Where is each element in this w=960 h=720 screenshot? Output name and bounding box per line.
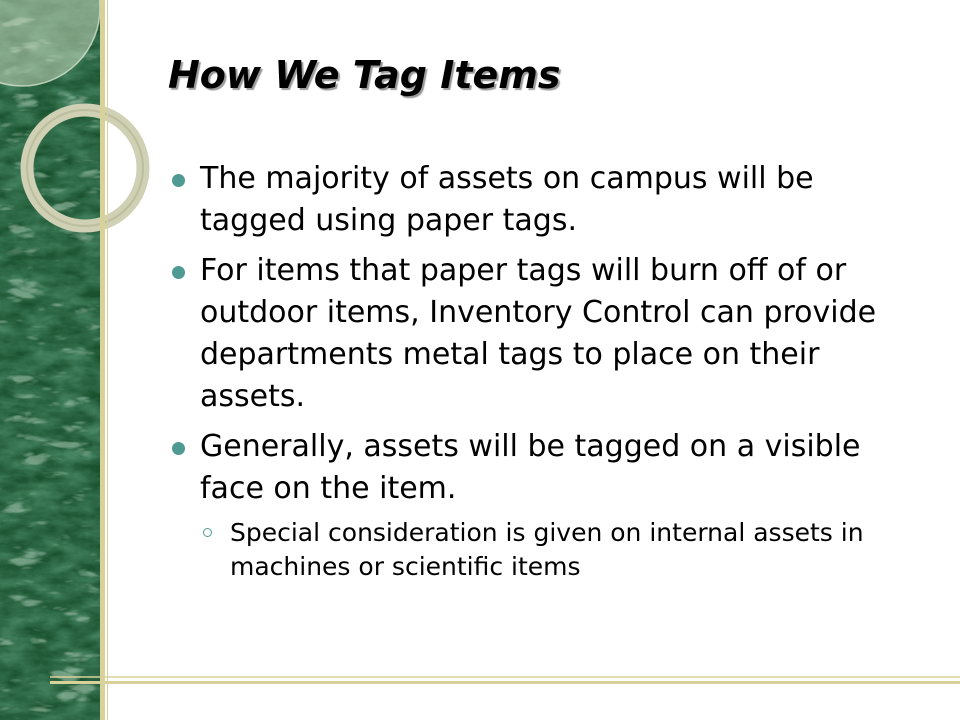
bullet-list xyxy=(170,158,915,584)
slide-title: How We Tag Items xyxy=(168,53,561,97)
horizontal-rule-band xyxy=(50,681,960,684)
bullet-text: The majority of assets on campus will be tagged using paper tags. xyxy=(200,161,814,238)
bullet-item xyxy=(170,158,915,242)
sub-bullet-item xyxy=(200,516,915,584)
bullet-item xyxy=(170,250,915,418)
vertical-divider-line xyxy=(100,0,105,720)
translucent-circle-shape xyxy=(0,0,100,86)
hollow-circle-bullet-icon xyxy=(203,528,212,537)
bullet-item xyxy=(170,426,915,584)
sub-bullet-text: Special consideration is given on internal assets in machines or scientific items xyxy=(230,518,864,581)
slide-content xyxy=(170,158,915,592)
bullet-dot-icon xyxy=(172,442,185,455)
bullet-dot-icon xyxy=(172,174,185,187)
sub-bullet-list xyxy=(200,516,915,584)
bullet-dot-icon xyxy=(172,266,185,279)
bullet-text: Generally, assets will be tagged on a visible face on the item. xyxy=(200,429,861,506)
bullet-text: For items that paper tags will burn off of or outdoor items, Inventory Control can provide departments metal tags to place on their assets. xyxy=(200,253,877,414)
